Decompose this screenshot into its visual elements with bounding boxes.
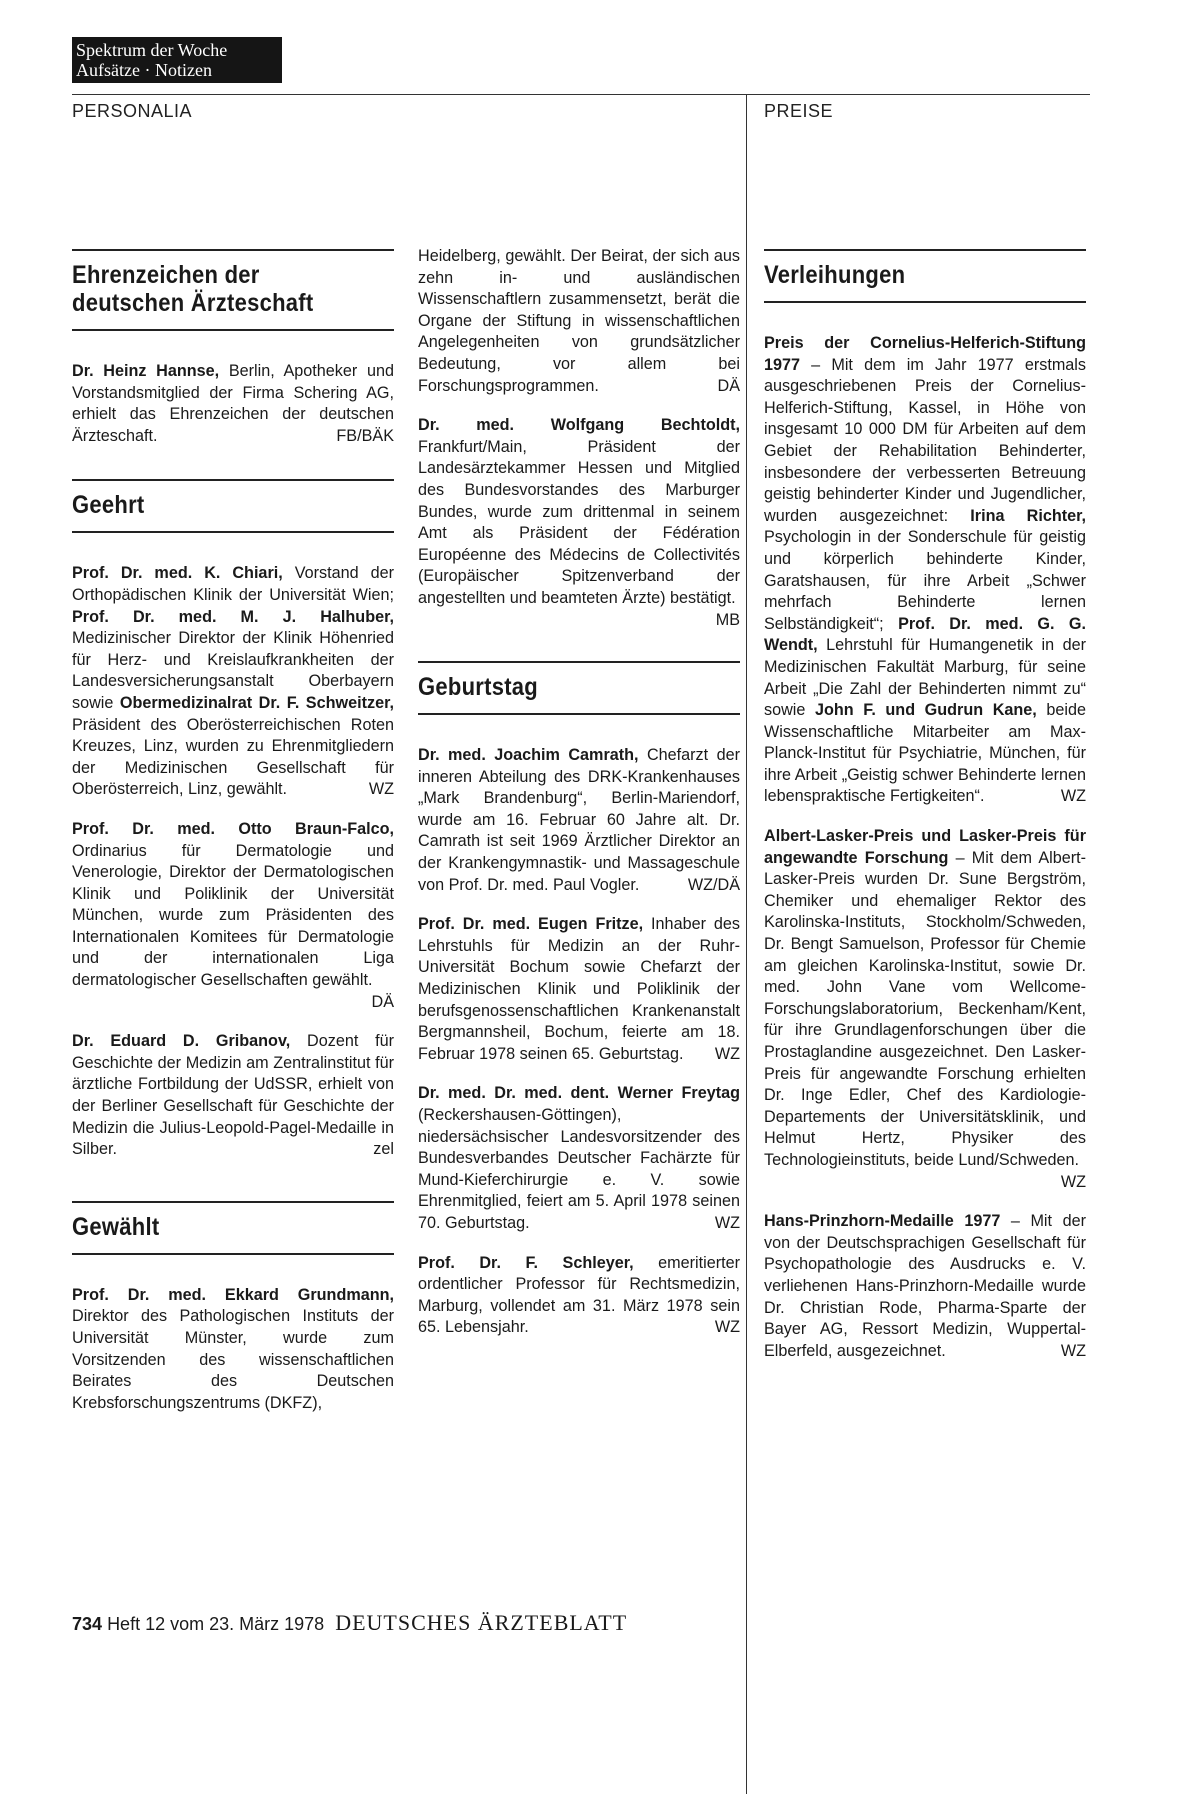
- column-3: [764, 249, 1086, 1380]
- section-masthead: [72, 37, 282, 83]
- author-sig: WZ: [1060, 787, 1086, 806]
- author-sig: WZ: [1060, 1172, 1086, 1191]
- heading-text: Gewählt: [72, 1212, 160, 1241]
- author-sig: DÄ: [717, 376, 740, 395]
- entry-chiari: Prof. Dr. med. K. Chiari, Vorstand der Orthopädischen Klinik der Universität Wien; Prof. Dr. med. M. J. Halhuber, Medizinischer Direktor der Klinik Höhenried für Herz- und Kreislaufkrankheiten der Landesversicherungsanstalt Oberbayern sowie Obermedizinalrat Dr. F. Schweitzer, Präsident des Oberösterreichischen Roten Kreuzes, Linz, wurden zu Ehrenmitgliedern der Medizinischen Gesellschaft für Oberösterreich, Linz, gewählt. WZ: [72, 563, 394, 801]
- author-sig: FB/BÄK: [336, 426, 394, 445]
- column-1: [72, 249, 394, 1432]
- heading-text: Ehrenzeichen der deutschen Ärzteschaft: [72, 261, 314, 317]
- entry-fritze: Prof. Dr. med. Eugen Fritze, Inhaber des Lehrstuhls für Medizin an der Ruhr-Universität Bochum sowie Chefarzt der Medizinischen Klinik und Poliklinik der berufsgenossenschaftlichen Krankenanstalt Bergmannsheil, Bochum, feierte am 18. Februar 1978 seinen 65. Geburtstag. WZ: [418, 914, 740, 1065]
- author-sig: zel: [373, 1140, 394, 1159]
- heading-ehrenzeichen: [72, 249, 394, 331]
- heading-geehrt: [72, 479, 394, 533]
- author-sig: MB: [715, 610, 740, 629]
- heading-gewaehlt: [72, 1201, 394, 1255]
- author-sig: WZ: [714, 1044, 740, 1063]
- heading-verleihungen: [764, 249, 1086, 303]
- heading-text: Geehrt: [72, 491, 145, 520]
- heading-text: Geburtstag: [418, 673, 538, 702]
- page-footer: [72, 1610, 627, 1636]
- section-label-personalia: PERSONALIA: [72, 101, 193, 121]
- entry-helferich-preis: Preis der Cornelius-Helferich-Stiftung 1977 – Mit dem im Jahr 1977 erstmals ausgeschriebenen Preis der Cornelius-Helferich-Stiftung, Kassel, in Höhe von insgesamt 10 000 DM für Arbeiten auf dem Gebiet der Rehabilitation Behinderter, insbesondere der verbesserten Betreuung geistig behinderter Kinder und Jugendlicher, wurden ausgezeichnet: Irina Richter, Psychologin in der Sonderschule für geistig und körperlich behinderte Kinder, Garatshausen, für ihre Arbeit „Schwer mehrfach Behinderte lernen Selbständigkeit“; Prof. Dr. med. G. G. Wendt, Lehrstuhl für Humangenetik in der Medizinischen Fakultät Marburg, für seine Arbeit „Die Zahl der Behinderten nimmt zu“ sowie John F. und Gudrun Kane, beide Wissenschaftliche Mitarbeiter am Max-Planck-Institut für Psychiatrie, München, für ihre Arbeit „Geistig schwer Behinderte lernen lebenspraktische Fertigkeiten“. WZ: [764, 333, 1086, 808]
- entry-gribanov: Dr. Eduard D. Gribanov, Dozent für Geschichte der Medizin am Zentralinstitut für ärztliche Fortbildung der UdSSR, erhielt von der Berliner Gesellschaft für Geschichte der Medizin die Julius-Leopold-Pagel-Medaille in Silber. zel: [72, 1031, 394, 1161]
- author-sig: WZ: [714, 1318, 740, 1337]
- entry-grundmann-cont: Heidelberg, gewählt. Der Beirat, der sich aus zehn in- und ausländischen Wissenschaftlern zusammensetzt, berät die Organe der Stiftung in wissenschaftlichen Angelegenheiten von grundsätzlicher Bedeutung, vor allem bei Forschungsprogrammen. DÄ: [418, 246, 740, 397]
- author-sig: WZ: [714, 1213, 740, 1232]
- author-sig: WZ: [368, 780, 394, 799]
- masthead-line-1: Spektrum der Woche: [76, 40, 228, 60]
- entry-bechtoldt: Dr. med. Wolfgang Bechtoldt, Frankfurt/Main, Präsident der Landesärztekammer Hessen und Mitglied des Bundesvorstandes des Marburger Bundes, wurde zum drittenmal in seinem Amt als Präsident der Fédération Européenne des Médecins de Collectivités (Europäischer Spitzenverband der angestellten und beamteten Ärzte) bestätigt. MB: [418, 415, 740, 631]
- page-number: 734: [72, 1614, 103, 1634]
- person-name: Dr. Heinz Hannse,: [72, 362, 220, 380]
- heading-text: Verleihungen: [764, 261, 906, 289]
- top-rule: [72, 94, 1090, 95]
- column-2: [418, 246, 740, 1357]
- entry-camrath: Dr. med. Joachim Camrath, Chefarzt der inneren Abteilung des DRK-Krankenhauses „Mark Brandenburg“, Berlin-Mariendorf, wurde am 16. Februar 60 Jahre alt. Dr. Camrath ist seit 1969 Ärztlicher Direktor an der Krankengymnastik- und Massageschule von Prof. Dr. med. Paul Vogler. WZ/DÄ: [418, 745, 740, 896]
- issue-info: Heft 12 vom 23. März 1978: [107, 1614, 325, 1634]
- entry-lasker-preis: Albert-Lasker-Preis und Lasker-Preis für angewandte Forschung – Mit dem Albert-Lasker-Preis wurden Dr. Sune Bergström, Chemiker und ehemaliger Rektor des Karolinska-Instituts, Stockholm/Schweden, Dr. Bengt Samuelson, Professor für Chemie am gleichen Karolinska-Institut, sowie Dr. med. John Vane vom Wellcome-Forschungslaboratorium, Beckenham/Kent, für ihre Grundlagenforschungen über die Prostaglandine ausgezeichnet. Den Lasker-Preis für angewandte Forschung erhielten Dr. Inge Edler, Chef des Kardiologie-Departements der Universitätsklinik, und Helmut Hertz, Physiker des Technologieinstituts, beide Lund/Schweden. WZ: [764, 826, 1086, 1193]
- heading-geburtstag: [418, 661, 740, 715]
- entry-braun-falco: Prof. Dr. med. Otto Braun-Falco, Ordinarius für Dermatologie und Venerologie, Direktor der Dermatologischen Klinik und Poliklinik der Universität München, wurde zum Präsidenten des Internationalen Komitees für Dermatologie und der internationalen Liga dermatologischer Gesellschaften gewählt. DÄ: [72, 819, 394, 1013]
- entry-hannse: Dr. Heinz Hannse, Berlin, Apotheker und Vorstandsmitglied der Firma Schering AG, erhielt das Ehrenzeichen der deutschen Ärzteschaft. FB/BÄK: [72, 361, 394, 447]
- section-label-preise: PREISE: [764, 101, 834, 121]
- entry-prinzhorn-medaille: Hans-Prinzhorn-Medaille 1977 – Mit der von der Deutschsprachigen Gesellschaft für Psychopathologie des Ausdrucks e. V. verliehenen Hans-Prinzhorn-Medaille wurde Dr. Christian Rode, Pharma-Sparte der Bayer AG, Ressort Medizin, Wuppertal-Elberfeld, ausgezeichnet. WZ: [764, 1211, 1086, 1362]
- masthead-line-2: Aufsätze · Notizen: [76, 60, 212, 80]
- column-divider: [746, 94, 747, 1794]
- author-sig: WZ: [1060, 1341, 1086, 1360]
- entry-freytag: Dr. med. Dr. med. dent. Werner Freytag (Reckershausen-Göttingen), niedersächsischer Landesvorsitzender des Bundesverbandes Deutscher Fachärzte für Mund-Kieferchirurgie e. V. sowie Ehrenmitglied, feiert am 5. April 1978 seinen 70. Geburtstag. WZ: [418, 1083, 740, 1234]
- entry-schleyer: Prof. Dr. F. Schleyer, emeritierter ordentlicher Professor für Rechtsmedizin, Marburg, vollendet am 31. März 1978 sein 65. Lebensjahr. WZ: [418, 1253, 740, 1339]
- author-sig: DÄ: [371, 992, 394, 1011]
- entry-grundmann: Prof. Dr. med. Ekkard Grundmann, Direktor des Pathologischen Instituts der Universität Münster, wurde zum Vorsitzenden des wissenschaftlichen Beirates des Deutschen Krebsforschungszentrums (DKFZ),: [72, 1285, 394, 1412]
- author-sig: WZ/DÄ: [687, 875, 740, 894]
- publication-title: DEUTSCHES ÄRZTEBLATT: [335, 1610, 628, 1635]
